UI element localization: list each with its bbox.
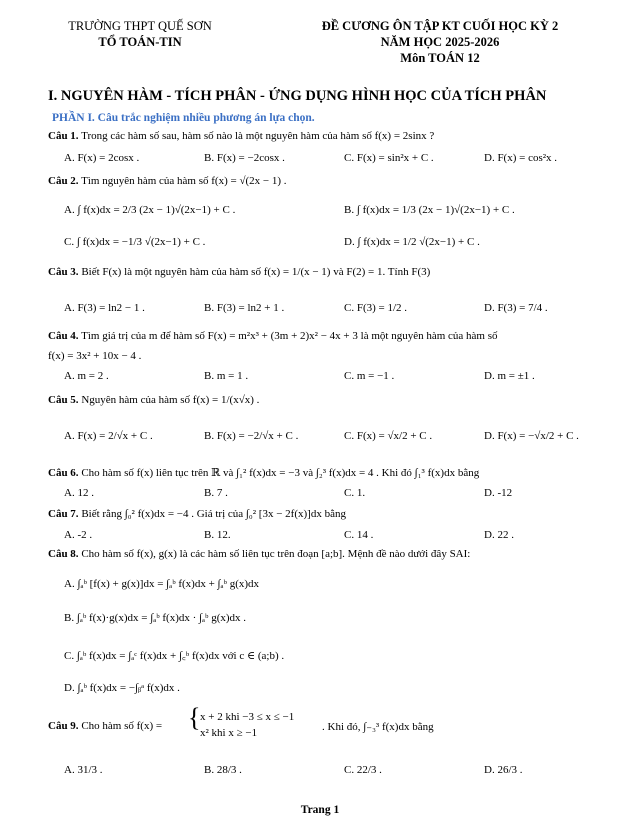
option-c: C. m = −1 .: [344, 370, 395, 382]
question-label: Câu 7.: [48, 508, 79, 520]
question-9-tail: . Khi đó, ∫₋₃³ f(x)dx bằng: [322, 721, 434, 733]
option-d: D. -12: [484, 487, 513, 499]
option-d: D. F(3) = 7/4 .: [484, 302, 548, 314]
question-label: Câu 1.: [48, 130, 79, 142]
option-c: C. F(3) = 1/2 .: [344, 302, 408, 314]
group-name: TỔ TOÁN-TIN: [98, 35, 182, 49]
option-b: B. ∫ f(x)dx = 1/3 (2x − 1)√(2x−1) + C .: [344, 204, 515, 216]
piecewise-cases: [200, 709, 294, 741]
option-a: A. 12 .: [64, 487, 94, 499]
question-label: Câu 8.: [48, 548, 79, 560]
option-d: D. ∫ f(x)dx = 1/2 √(2x−1) + C .: [344, 236, 480, 248]
section-title: I. NGUYÊN HÀM - TÍCH PHÂN - ỨNG DỤNG HÌNH HỌC CỦA TÍCH PHÂN: [48, 88, 547, 104]
option-b: B. F(x) = −2/√x + C .: [204, 430, 299, 442]
question-2: [48, 175, 287, 187]
question-text: Nguyên hàm của hàm số f(x) = 1/(x√x) .: [81, 394, 260, 406]
option-c: C. ∫ₐᵇ f(x)dx = ∫ₐᶜ f(x)dx + ∫꜀ᵇ f(x)dx với c ∈ (a;b) .: [64, 650, 285, 662]
school-name: TRƯỜNG THPT QUẾ SƠN: [68, 19, 212, 33]
question-8: [48, 548, 470, 560]
option-c: C. ∫ f(x)dx = −1/3 √(2x−1) + C .: [64, 236, 206, 248]
school-header: [40, 18, 240, 50]
question-text: Cho hàm số f(x) =: [81, 720, 163, 732]
question-4-continued: f(x) = 3x² + 10x − 4 .: [48, 350, 142, 362]
option-d: D. 26/3 .: [484, 764, 523, 776]
option-a: A. m = 2 .: [64, 370, 109, 382]
piecewise-brace: {: [188, 703, 201, 732]
question-text: Cho hàm số f(x) liên tục trên ℝ và ∫₁² f(x)dx = −3 và ∫₂³ f(x)dx = 4 . Khi đó ∫₁³ f(x)dx bằng: [81, 467, 480, 479]
question-5: [48, 394, 259, 406]
option-b: B. F(x) = −2cosx .: [204, 152, 285, 164]
part-title: PHẦN I. Câu trắc nghiệm nhiều phương án lựa chọn.: [52, 112, 315, 124]
question-text: Trong các hàm số sau, hàm số nào là một nguyên hàm của hàm số f(x) = 2sinx ?: [81, 130, 435, 142]
question-text: Cho hàm số f(x), g(x) là các hàm số liên tục trên đoạn [a;b]. Mệnh đề nào dưới đây SAI:: [81, 548, 471, 560]
question-label: Câu 4.: [48, 330, 79, 342]
question-label: Câu 2.: [48, 175, 79, 187]
option-a: A. F(x) = 2/√x + C .: [64, 430, 153, 442]
option-b: B. 28/3 .: [204, 764, 242, 776]
option-c: C. F(x) = sin²x + C .: [344, 152, 434, 164]
school-year: NĂM HỌC 2025-2026: [380, 35, 500, 49]
option-b: B. m = 1 .: [204, 370, 249, 382]
option-d: D. F(x) = −√x/2 + C .: [484, 430, 579, 442]
option-a: A. F(3) = ln2 − 1 .: [64, 302, 145, 314]
question-label: Câu 5.: [48, 394, 79, 406]
question-text: Biết F(x) là một nguyên hàm của hàm số f(x) = 1/(x − 1) và F(2) = 1. Tính F(3): [81, 266, 431, 278]
option-a: A. ∫ f(x)dx = 2/3 (2x − 1)√(2x−1) + C .: [64, 204, 236, 216]
option-c: C. F(x) = √x/2 + C .: [344, 430, 433, 442]
option-a: A. 31/3 .: [64, 764, 103, 776]
option-b: B. 12.: [204, 529, 231, 541]
question-text: Tìm giá trị của m để hàm số F(x) = m²x³ + (3m + 2)x² − 4x + 3 là một nguyên hàm của hàm số: [81, 330, 498, 342]
option-d: D. 22 .: [484, 529, 514, 541]
option-a: A. ∫ₐᵇ [f(x) + g(x)]dx = ∫ₐᵇ f(x)dx + ∫ₐᵇ g(x)dx: [64, 578, 260, 590]
question-text: Tìm nguyên hàm của hàm số f(x) = √(2x − 1) .: [81, 175, 287, 187]
option-d: D. ∫ₐᵇ f(x)dx = −∫ᵦᵃ f(x)dx .: [64, 682, 180, 694]
question-7: [48, 508, 346, 520]
question-label: Câu 9.: [48, 720, 79, 732]
option-c: C. 14 .: [344, 529, 374, 541]
option-d: D. F(x) = cos²x .: [484, 152, 558, 164]
question-6: [48, 466, 479, 479]
question-1: [48, 130, 434, 142]
question-label: Câu 3.: [48, 266, 79, 278]
option-c: C. 1.: [344, 487, 366, 499]
option-b: B. ∫ₐᵇ f(x)·g(x)dx = ∫ₐᵇ f(x)dx · ∫ₐᵇ g(x)dx .: [64, 612, 247, 624]
subject: Môn TOÁN 12: [400, 51, 480, 65]
option-a: A. -2 .: [64, 529, 93, 541]
question-4: [48, 330, 498, 342]
document-header: [256, 18, 624, 66]
option-d: D. m = ±1 .: [484, 370, 535, 382]
page-number: Trang 1: [300, 804, 340, 816]
option-b: B. F(3) = ln2 + 1 .: [204, 302, 285, 314]
question-3: [48, 266, 430, 278]
question-label: Câu 6.: [48, 467, 79, 479]
question-9: [48, 720, 162, 732]
question-text: Biết rằng ∫₀² f(x)dx = −4 . Giá trị của ∫₀² [3x − 2f(x)]dx bằng: [81, 508, 346, 520]
piece-1: x + 2 khi −3 ≤ x ≤ −1: [200, 711, 295, 723]
document-title: ĐỀ CƯƠNG ÔN TẬP KT CUỐI HỌC KỲ 2: [321, 19, 559, 33]
option-a: A. F(x) = 2cosx .: [64, 152, 140, 164]
piece-2: x² khi x ≥ −1: [200, 727, 258, 739]
option-b: B. 7 .: [204, 487, 228, 499]
option-c: C. 22/3 .: [344, 764, 382, 776]
